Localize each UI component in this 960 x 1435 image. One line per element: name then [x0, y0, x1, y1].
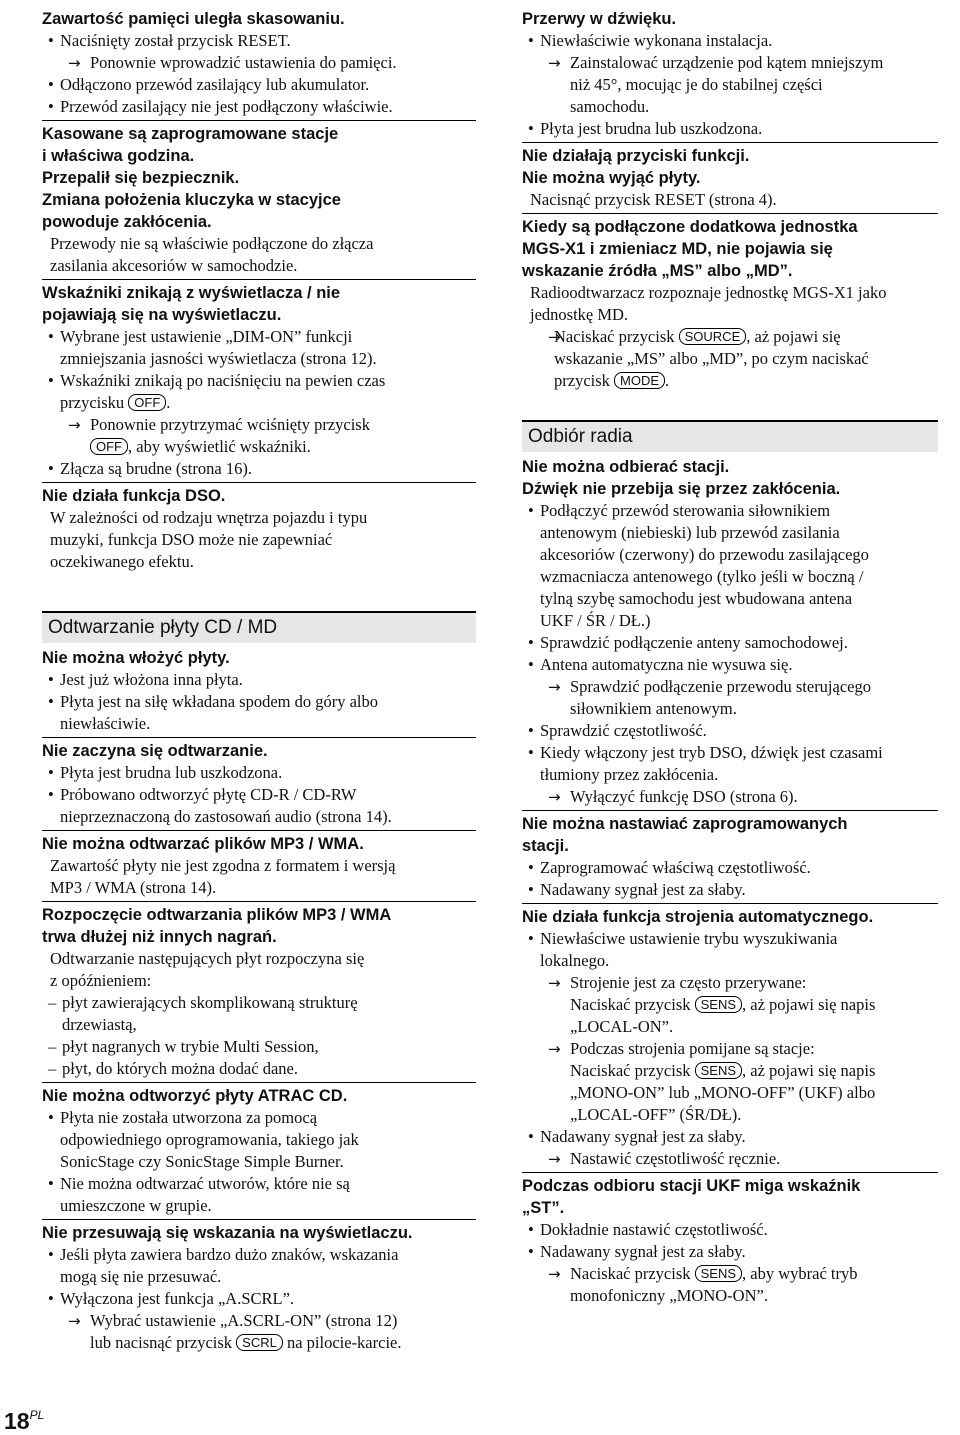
heading: Nie można odtwarzać plików MP3 / WMA.	[42, 835, 364, 853]
paragraph: Nacisnąć przycisk RESET (strona 4).	[530, 190, 777, 209]
bullet-continuation: UKF / ŚR / DŁ.)	[540, 611, 651, 630]
paragraph: Zawartość płyty nie jest zgodna z formatem i wersją	[50, 856, 396, 875]
action-item: → Naciskać przycisk SENS , aby wybrać tryb	[522, 1263, 938, 1285]
heading: Nie można odbierać stacji.	[522, 458, 730, 476]
heading-block	[522, 213, 938, 282]
action-continuation: lub nacisnąć przycisk SCRL na pilocie-karcie.	[90, 1333, 402, 1352]
paragraph: MP3 / WMA (strona 14).	[50, 878, 217, 897]
heading-block	[522, 903, 938, 928]
heading-block	[42, 901, 476, 948]
bullet-item: • Płyta jest brudna lub uszkodzona.	[42, 762, 476, 784]
heading: pojawiają się na wyświetlaczu.	[42, 306, 282, 324]
paragraph: W zależności od rodzaju wnętrza pojazdu i typu	[50, 508, 368, 527]
heading: i właściwa godzina.	[42, 147, 195, 165]
heading: Zawartość pamięci uległa skasowaniu.	[42, 10, 345, 28]
heading: wskazanie źródła „MS” albo „MD”.	[522, 262, 793, 280]
heading: „ST”.	[522, 1199, 565, 1217]
action-continuation: monofoniczny „MONO-ON”.	[570, 1286, 768, 1305]
bullet-continuation: SonicStage czy SonicStage Simple Burner.	[60, 1152, 344, 1171]
bullet-item: • Podłączyć przewód sterowania siłownikiem	[522, 500, 938, 522]
heading: trwa dłużej niż innych nagrań.	[42, 928, 277, 946]
bullet-continuation: lokalnego.	[540, 951, 610, 970]
mode-button-label: MODE	[614, 372, 665, 389]
bullet-item: • Jest już włożona inna płyta.	[42, 669, 476, 691]
bullet-item: • Złącza są brudne (strona 16).	[42, 458, 476, 480]
action-continuation: „MONO-ON” lub „MONO-OFF” (UKF) albo	[570, 1083, 876, 1102]
bullet-item: • Płyta nie została utworzona za pomocą	[42, 1107, 476, 1129]
action-continuation: samochodu.	[570, 97, 650, 116]
heading: Przerwy w dźwięku.	[522, 10, 677, 28]
bullet-item: • Nadawany sygnał jest za słaby.	[522, 1241, 938, 1263]
bullet-item: • Nadawany sygnał jest za słaby.	[522, 879, 938, 901]
bullet-item: • Płyta jest na siłę wkładana spodem do góry albo	[42, 691, 476, 713]
heading: Nie można wyjąć płyty.	[522, 169, 701, 187]
source-button-label: SOURCE	[679, 328, 747, 345]
heading: Nie zaczyna się odtwarzanie.	[42, 742, 268, 760]
action-continuation: Naciskać przycisk SENS , aż pojawi się napis	[570, 1061, 876, 1080]
bullet-item: • Odłączono przewód zasilający lub akumulator.	[42, 74, 476, 96]
heading: Rozpoczęcie odtwarzania plików MP3 / WMA	[42, 906, 392, 924]
sens-button-label: SENS	[695, 996, 742, 1013]
action-item: → Wybrać ustawienie „A.SCRL-ON” (strona 12)	[42, 1310, 476, 1332]
action-continuation: wskazanie „MS” albo „MD”, po czym naciskać	[554, 349, 869, 368]
right-column	[522, 8, 938, 1307]
bullet-item: • Niewłaściwe ustawienie trybu wyszukiwania	[522, 928, 938, 950]
heading: Nie działają przyciski funkcji.	[522, 147, 750, 165]
heading-block	[522, 142, 938, 189]
heading: Nie można włożyć płyty.	[42, 649, 230, 667]
bullet-item: • Niewłaściwie wykonana instalacja.	[522, 30, 938, 52]
paragraph: oczekiwanego efektu.	[50, 552, 194, 571]
action-item: → Ponownie przytrzymać wciśnięty przycisk	[42, 414, 476, 436]
bullet-continuation: akcesoriów (czerwony) do przewodu zasilającego	[540, 545, 869, 564]
action-item: → Nastawić częstotliwość ręcznie.	[522, 1148, 938, 1170]
bullet-continuation: antenowym (niebieski) lub przewód zasilania	[540, 523, 840, 542]
paragraph: Radioodtwarzacz rozpoznaje jednostkę MGS-X1 jako	[530, 283, 887, 302]
bullet-item: • Zaprogramować właściwą częstotliwość.	[522, 857, 938, 879]
bullet-item: • Sprawdzić częstotliwość.	[522, 720, 938, 742]
bullet-continuation: przycisku OFF .	[60, 393, 171, 412]
heading: Zmiana położenia kluczyka w stacyjce	[42, 191, 341, 209]
page-number: $18^{PL}$	[4, 1408, 45, 1434]
paragraph: z opóźnieniem:	[50, 971, 152, 990]
bullet-continuation: zmniejszania jasności wyświetlacza (strona 12).	[60, 349, 377, 368]
heading: Wskaźniki znikają z wyświetlacza / nie	[42, 284, 341, 302]
bullet-continuation: tylną szybę samochodu jest wbudowana antena	[540, 589, 853, 608]
bullet-continuation: mogą się nie przesuwać.	[60, 1267, 222, 1286]
dash-continuation: drzewiastą,	[62, 1015, 137, 1034]
bullet-continuation: niewłaściwie.	[60, 714, 151, 733]
bullet-item: • Wskaźniki znikają po naciśnięciu na pewien czas	[42, 370, 476, 392]
bullet-continuation: nieprzeznaczoną do zastosowań audio (strona 14).	[60, 807, 392, 826]
heading-block	[42, 279, 476, 326]
heading: powoduje zakłócenia.	[42, 213, 212, 231]
heading-block	[522, 810, 938, 857]
bullet-item: • Kiedy włączony jest tryb DSO, dźwięk jest czasami	[522, 742, 938, 764]
sens-button-label: SENS	[695, 1062, 742, 1079]
bullet-item: • Dokładnie nastawić częstotliwość.	[522, 1219, 938, 1241]
heading: Nie przesuwają się wskazania na wyświetlaczu.	[42, 1224, 413, 1242]
action-continuation: OFF , aby wyświetlić wskaźniki.	[42, 436, 476, 458]
heading: Kiedy są podłączone dodatkowa jednostka	[522, 218, 858, 236]
bullet-item: • Naciśnięty został przycisk RESET.	[42, 30, 476, 52]
heading-block	[42, 482, 476, 507]
heading: Dźwięk nie przebija się przez zakłócenia.	[522, 480, 841, 498]
action-item: → Ponownie wprowadzić ustawienia do pamięci.	[42, 52, 476, 74]
heading: Podczas odbioru stacji UKF miga wskaźnik	[522, 1177, 861, 1195]
paragraph: Przewody nie są właściwie podłączone do złącza	[50, 234, 374, 253]
heading-block	[42, 120, 476, 167]
bullet-item: • Antena automatyczna nie wysuwa się.	[522, 654, 938, 676]
action-continuation: Naciskać przycisk SENS , aż pojawi się napis	[570, 995, 876, 1014]
off-button-label: OFF	[128, 394, 166, 411]
bullet-item: • Płyta jest brudna lub uszkodzona.	[522, 118, 938, 140]
heading: Nie można nastawiać zaprogramowanych	[522, 815, 848, 833]
action-item: → Podczas strojenia pomijane są stacje:	[522, 1038, 938, 1060]
action-continuation: siłownikiem antenowym.	[570, 699, 737, 718]
action-item: → Zainstalować urządzenie pod kątem mniejszym	[522, 52, 938, 74]
section-title-cd: Odtwarzanie płyty CD / MD	[42, 611, 476, 643]
heading: Nie można odtworzyć płyty ATRAC CD.	[42, 1087, 348, 1105]
paragraph: zasilania akcesoriów w samochodzie.	[50, 256, 298, 275]
section-title-radio: Odbiór radia	[522, 420, 938, 452]
paragraph: muzyki, funkcja DSO może nie zapewniać	[50, 530, 333, 549]
left-column	[42, 8, 476, 1354]
action-continuation: przycisk MODE .	[554, 371, 670, 390]
page-language: PL	[29, 1408, 45, 1422]
sens-button-label: SENS	[695, 1265, 742, 1282]
bullet-item: • Nie można odtwarzać utworów, które nie są	[42, 1173, 476, 1195]
bullet-item: • Jeśli płyta zawiera bardzo dużo znaków, wskazania	[42, 1244, 476, 1266]
bullet-item: • Wyłączona jest funkcja „A.SCRL”.	[42, 1288, 476, 1310]
action-continuation: „LOCAL-ON”.	[570, 1017, 674, 1036]
heading-block	[42, 830, 476, 855]
bullet-item: • Przewód zasilający nie jest podłączony właściwie.	[42, 96, 476, 118]
dash-item: – płyt, do których można dodać dane.	[48, 1059, 298, 1078]
paragraph: jednostkę MD.	[530, 305, 629, 324]
action-item: → Sprawdzić podłączenie przewodu sterującego	[522, 676, 938, 698]
heading-block	[522, 1172, 938, 1219]
action-item: → Wyłączyć funkcję DSO (strona 6).	[522, 786, 938, 808]
off-button-label: OFF	[90, 438, 128, 455]
paragraph: Odtwarzanie następujących płyt rozpoczyna się	[50, 949, 365, 968]
heading: stacji.	[522, 837, 569, 855]
action-continuation: „LOCAL-OFF” (ŚR/DŁ).	[570, 1105, 742, 1124]
scrl-button-label: SCRL	[236, 1334, 283, 1351]
heading-block	[42, 1082, 476, 1107]
bullet-continuation: tłumiony przez zakłócenia.	[540, 765, 719, 784]
action-item: → Naciskać przycisk SOURCE , aż pojawi się	[522, 326, 938, 348]
heading: MGS-X1 i zmieniacz MD, nie pojawia się	[522, 240, 833, 258]
dash-item: – płyt zawierających skomplikowaną strukturę	[48, 993, 358, 1012]
heading: Kasowane są zaprogramowane stacje	[42, 125, 339, 143]
dash-item: – płyt nagranych w trybie Multi Session,	[48, 1037, 319, 1056]
bullet-continuation: odpowiedniego oprogramowania, takiego jak	[60, 1130, 359, 1149]
heading-block	[42, 737, 476, 762]
bullet-continuation: wzmacniacza antenowego (tylko jeśli w boczną /	[540, 567, 864, 586]
heading: Przepalił się bezpiecznik.	[42, 169, 240, 187]
bullet-item: • Próbowano odtworzyć płytę CD-R / CD-RW	[42, 784, 476, 806]
action-item: → Strojenie jest za często przerywane:	[522, 972, 938, 994]
heading: Nie działa funkcja strojenia automatycznego.	[522, 908, 874, 926]
bullet-item: • Sprawdzić podłączenie anteny samochodowej.	[522, 632, 938, 654]
heading: Nie działa funkcja DSO.	[42, 487, 226, 505]
heading-block	[42, 1219, 476, 1244]
action-continuation: niż 45°, mocując je do stabilnej części	[570, 75, 823, 94]
bullet-item: • Nadawany sygnał jest za słaby.	[522, 1126, 938, 1148]
bullet-item: • Wybrane jest ustawienie „DIM-ON” funkcji	[42, 326, 476, 348]
bullet-continuation: umieszczone w grupie.	[60, 1196, 212, 1215]
